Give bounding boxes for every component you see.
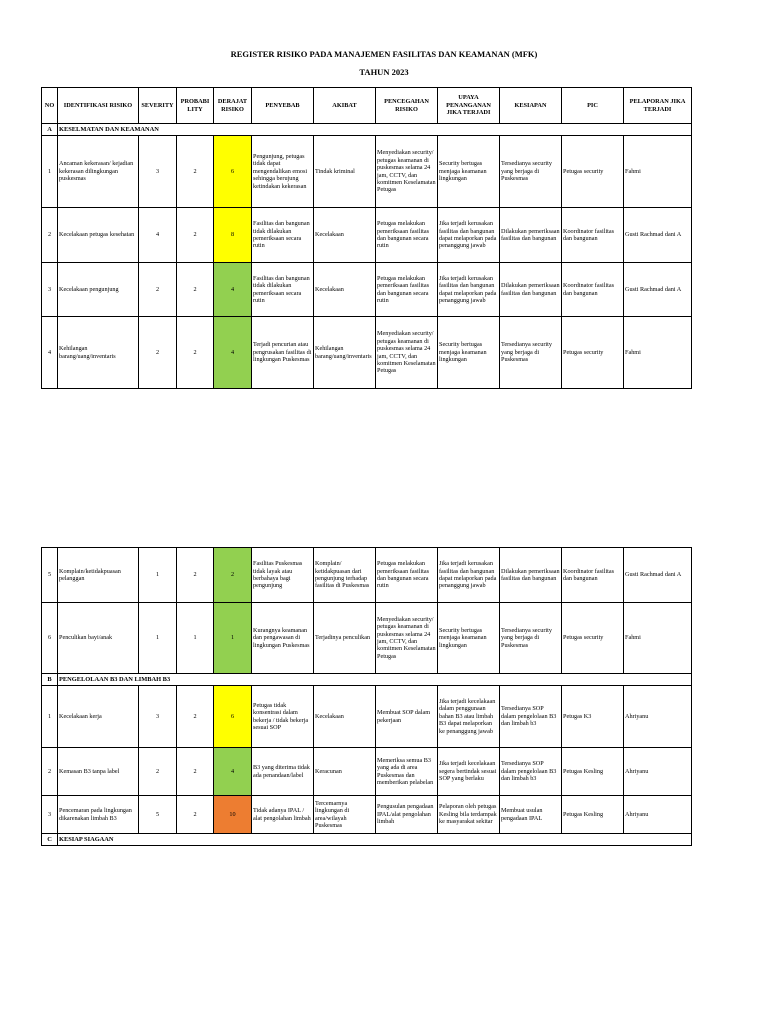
cell-akibat: Kecelakaan (314, 686, 376, 748)
section-label: PENGELOLAAN B3 DAN LIMBAH B3 (58, 674, 692, 686)
table-row (42, 796, 692, 834)
cell-akibat: Kecelakaan (314, 263, 376, 317)
header-upaya: UPAYA PENANGANAN JIKA TERJADI (438, 88, 500, 124)
risk-register-table-page-1 (41, 87, 692, 389)
cell-pic: Petugas Kesling (562, 796, 624, 834)
cell-pencegahan: Menyediakan security/ petugas keamanan di puskesmas selama 24 jam, CCTV, dan komitmen Keselamatan Petugas (376, 136, 438, 208)
cell-no: 1 (42, 136, 58, 208)
cell-pelaporan: Fahmi (624, 603, 692, 674)
cell-severity: 3 (139, 686, 177, 748)
header-akibat: AKIBAT (314, 88, 376, 124)
cell-no: 5 (42, 548, 58, 603)
cell-identifikasi: Pencemaran pada lingkungan dikarenakan limbah B3 (58, 796, 139, 834)
cell-derajat-risiko: 4 (214, 748, 252, 796)
cell-no: 3 (42, 796, 58, 834)
section-label: KESELMATAN DAN KEAMANAN (58, 124, 692, 136)
cell-penyebab: Petugas tidak konsentrasi dalam bekerja / tidak bekerja sesuai SOP (252, 686, 314, 748)
cell-probability: 1 (177, 603, 214, 674)
cell-kesiapan: Tersedianya security yang berjaga di Puskesmas (500, 317, 562, 389)
cell-probability: 2 (177, 317, 214, 389)
section-row-a (42, 124, 692, 136)
cell-probability: 2 (177, 686, 214, 748)
cell-upaya-penanganan: Security bertugas menjaga keamanan lingkungan (438, 136, 500, 208)
cell-pelaporan: Fahmi (624, 317, 692, 389)
header-derajat: DERAJAT RISIKO (214, 88, 252, 124)
cell-upaya-penanganan: Security bertugas menjaga keamanan lingkungan (438, 317, 500, 389)
cell-pencegahan: Menyediakan security/ petugas keamanan di puskesmas selama 24 jam, CCTV, dan komitmen Keselamatan Petugas (376, 317, 438, 389)
cell-upaya-penanganan: Jika terjadi kerusakan fasilitas dan bangunan dapat melaporkan pada penanggung jawab (438, 548, 500, 603)
cell-severity: 2 (139, 263, 177, 317)
cell-severity: 3 (139, 136, 177, 208)
header-kesiapan: KESIAPAN (500, 88, 562, 124)
risk-register-table-page-2 (41, 547, 692, 846)
cell-pencegahan: Memeriksa semua B3 yang ada di area Puskesmas dan memberikan pelabelan (376, 748, 438, 796)
cell-identifikasi: Komplain/ketidakpuasan pelanggan (58, 548, 139, 603)
cell-penyebab: Terjadi pencurian atau pengrusakan fasilitas di lingkungan Puskesmas (252, 317, 314, 389)
cell-probability: 2 (177, 796, 214, 834)
table-row (42, 748, 692, 796)
section-row-c (42, 834, 692, 846)
cell-akibat: Tindak kriminal (314, 136, 376, 208)
table-row (42, 263, 692, 317)
cell-kesiapan: Tersedianya security yang berjaga di Puskesmas (500, 136, 562, 208)
cell-penyebab: Tidak adanya IPAL / alat pengolahan limbah (252, 796, 314, 834)
cell-derajat-risiko: 6 (214, 136, 252, 208)
header-probability: PROBABI LITY (177, 88, 214, 124)
cell-kesiapan: Tersedianya SOP dalam pengelolaan B3 dan limbah b3 (500, 748, 562, 796)
cell-pelaporan: Ahriyanu (624, 748, 692, 796)
cell-pencegahan: Petugas melakukan pemeriksaan fasilitas dan bangunan secara rutin (376, 208, 438, 263)
cell-probability: 2 (177, 136, 214, 208)
section-row-b (42, 674, 692, 686)
cell-probability: 2 (177, 208, 214, 263)
cell-upaya-penanganan: Jika terjadi kecelakaan segera bertindak sesuai SOP yang berlaku (438, 748, 500, 796)
header-pencegahan: PENCEGAHAN RISIKO (376, 88, 438, 124)
table-row (42, 208, 692, 263)
cell-kesiapan: Membuat usulan pengadaan IPAL (500, 796, 562, 834)
cell-identifikasi: Ancaman kekerasan/ kejadian kekerasan dilingkungan puskesmas (58, 136, 139, 208)
cell-severity: 2 (139, 317, 177, 389)
cell-pic: Koordinator fasilitas dan bangunan (562, 548, 624, 603)
cell-identifikasi: Penculikan bayi/anak (58, 603, 139, 674)
cell-no: 3 (42, 263, 58, 317)
cell-kesiapan: Dilakukan pemeriksaan fasilitas dan bangunan (500, 208, 562, 263)
header-no: NO (42, 88, 58, 124)
cell-penyebab: Pengunjung, petugas tidak dapat mengendalikan emosi sehingga berujung ketindakan kekerasan (252, 136, 314, 208)
cell-pic: Petugas security (562, 317, 624, 389)
cell-pencegahan: Menyediakan security/ petugas keamanan di puskesmas selama 24 jam, CCTV, dan komitmen Keselamatan Petugas (376, 603, 438, 674)
cell-akibat: Kehilangan barang/uang/inventaris (314, 317, 376, 389)
cell-pelaporan: Ahriyanu (624, 686, 692, 748)
cell-penyebab: Fasilitas dan bangunan tidak dilakukan pemeriksaan secara rutin (252, 208, 314, 263)
cell-derajat-risiko: 4 (214, 263, 252, 317)
cell-severity: 2 (139, 748, 177, 796)
cell-identifikasi: Kecelakaan kerja (58, 686, 139, 748)
cell-kesiapan: Tersedianya security yang berjaga di Puskesmas (500, 603, 562, 674)
cell-probability: 2 (177, 263, 214, 317)
cell-upaya-penanganan: Pelaporan oleh petugas Kesling bila terdampak ke masyarakat sekitar (438, 796, 500, 834)
cell-no: 6 (42, 603, 58, 674)
cell-derajat-risiko: 2 (214, 548, 252, 603)
header-pelaporan: PELAPORAN JIKA TERJADI (624, 88, 692, 124)
document-year: TAHUN 2023 (359, 67, 409, 77)
cell-pic: Petugas security (562, 603, 624, 674)
cell-severity: 5 (139, 796, 177, 834)
cell-pic: Petugas K3 (562, 686, 624, 748)
cell-derajat-risiko: 8 (214, 208, 252, 263)
header-identifikasi: IDENTIFIKASI RISIKO (58, 88, 139, 124)
cell-pelaporan: Fahmi (624, 136, 692, 208)
cell-akibat: Tercemarnya lingkungan di area/wilayah Puskesmas (314, 796, 376, 834)
cell-pencegahan: Petugas melakukan pemeriksaan fasilitas dan bangunan secara rutin (376, 548, 438, 603)
cell-akibat: Terjadinya penculikan (314, 603, 376, 674)
cell-kesiapan: Tersedianya SOP dalam pengelolaan B3 dan limbah b3 (500, 686, 562, 748)
cell-probability: 2 (177, 548, 214, 603)
cell-pencegahan: Pengusulan pengadaan IPAL/alat pengolahan limbah (376, 796, 438, 834)
cell-severity: 4 (139, 208, 177, 263)
cell-penyebab: B3 yang diterima tidak ada penandaan/label (252, 748, 314, 796)
cell-penyebab: Fasilitas dan bangunan tidak dilakukan pemeriksaan secara rutin (252, 263, 314, 317)
cell-identifikasi: Kehilangan barang/uang/inventaris (58, 317, 139, 389)
cell-no: 2 (42, 748, 58, 796)
cell-pelaporan: Ahriyanu (624, 796, 692, 834)
cell-pencegahan: Petugas melakukan pemeriksaan fasilitas dan bangunan secara rutin (376, 263, 438, 317)
table-row (42, 548, 692, 603)
cell-upaya-penanganan: Jika terjadi kerusakan fasilitas dan bangunan dapat melaporkan pada penanggung jawab (438, 208, 500, 263)
cell-identifikasi: Kemasan B3 tanpa label (58, 748, 139, 796)
header-row (42, 88, 692, 124)
cell-no: 1 (42, 686, 58, 748)
cell-pic: Petugas Kesling (562, 748, 624, 796)
cell-derajat-risiko: 10 (214, 796, 252, 834)
table-row (42, 603, 692, 674)
cell-pic: Koordinator fasilitas dan bangunan (562, 263, 624, 317)
document-title: REGISTER RISIKO PADA MANAJEMEN FASILITAS DAN KEAMANAN (MFK) (230, 49, 538, 59)
cell-no: 2 (42, 208, 58, 263)
cell-pelaporan: Gusti Rachmad dani A (624, 208, 692, 263)
cell-upaya-penanganan: Jika terjadi kecelakaan dalam penggunaan bahan B3 atau limbah B3 dapat melaporkan ke penanggung jawab (438, 686, 500, 748)
cell-akibat: Komplain/ ketidakpuasan dari pengunjung terhadap fasilitas di Puskesmas (314, 548, 376, 603)
cell-kesiapan: Dilakukan pemeriksaan fasilitas dan bangunan (500, 548, 562, 603)
section-code: A (42, 124, 58, 136)
cell-derajat-risiko: 6 (214, 686, 252, 748)
cell-akibat: Keracunan (314, 748, 376, 796)
cell-akibat: Kecelakaan (314, 208, 376, 263)
header-pic: PIC (562, 88, 624, 124)
cell-upaya-penanganan: Security bertugas menjaga keamanan lingkungan (438, 603, 500, 674)
cell-probability: 2 (177, 748, 214, 796)
cell-derajat-risiko: 1 (214, 603, 252, 674)
section-label: KESIAP SIAGAAN (58, 834, 692, 846)
cell-no: 4 (42, 317, 58, 389)
cell-pic: Petugas security (562, 136, 624, 208)
cell-upaya-penanganan: Jika terjadi kerusakan fasilitas dan bangunan dapat melaporkan pada penanggung jawab (438, 263, 500, 317)
header-severity: SEVERITY (139, 88, 177, 124)
table-row (42, 686, 692, 748)
cell-penyebab: Kurangnya keamanan dan pengawasan di lingkungan Puskesmas (252, 603, 314, 674)
cell-pic: Koordinator fasilitas dan bangunan (562, 208, 624, 263)
cell-pelaporan: Gusti Rachmad dani A (624, 263, 692, 317)
cell-derajat-risiko: 4 (214, 317, 252, 389)
cell-pelaporan: Gusti Rachmad dani A (624, 548, 692, 603)
header-penyebab: PENYEBAB (252, 88, 314, 124)
section-code: C (42, 834, 58, 846)
cell-identifikasi: Kecelakaan pengunjung (58, 263, 139, 317)
cell-penyebab: Fasilitas Puskesmas tidak layak atau berbahaya bagi pengunjung (252, 548, 314, 603)
table-row (42, 136, 692, 208)
table-row (42, 317, 692, 389)
cell-kesiapan: Dilakukan pemeriksaan fasilitas dan bangunan (500, 263, 562, 317)
section-code: B (42, 674, 58, 686)
cell-severity: 1 (139, 603, 177, 674)
cell-severity: 1 (139, 548, 177, 603)
cell-pencegahan: Membuat SOP dalam pekerjaan (376, 686, 438, 748)
cell-identifikasi: Kecelakaan petugas kesehatan (58, 208, 139, 263)
